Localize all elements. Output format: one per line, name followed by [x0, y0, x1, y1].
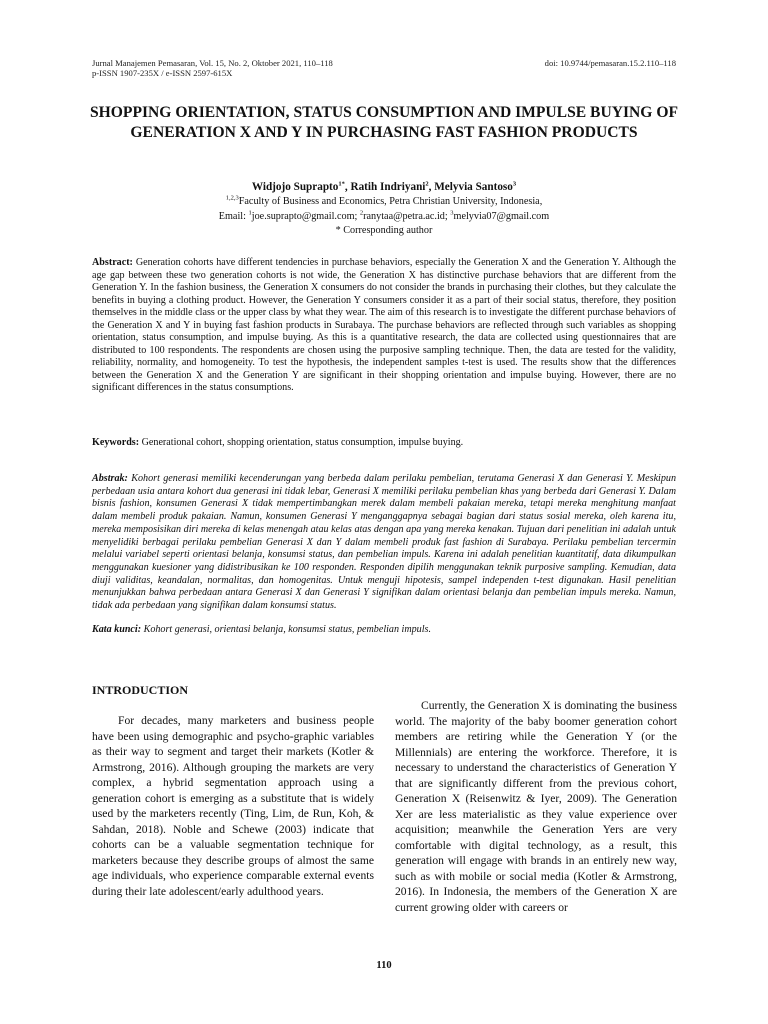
author-list: [80, 181, 688, 194]
intro-column-left: For decades, many marketers and business people have been using demographic and psycho-graphic variables as their way to segment and target their markets (Kotler & Armstrong, 2016). Although grouping the markets are very complex, a hybrid segmentation approach using a generation cohort is emerging as a substitute that is widely used by the marketers recently (Ting, Lim, de Run, Koh, & Sahdan, 2018). Noble and Schewe (2003) indicate that cohorts can be a valuable segmentation technique for marketers because they describe groups of almost the same age individuals, who experience comparable external events during their late adolescent/early adulthood years.: [92, 714, 374, 898]
journal-issn: p-ISSN 1907-235X / e-ISSN 2597-615X: [92, 68, 233, 78]
kata-kunci-label: Kata kunci:: [92, 624, 142, 635]
journal-citation: Jurnal Manajemen Pemasaran, Vol. 15, No. 2, Oktober 2021, 110–118: [92, 58, 333, 68]
email-address: joe.suprapto@gmail.com;: [251, 211, 360, 222]
author-name: Ratih Indriyani: [350, 181, 426, 193]
keywords-label: Keywords:: [92, 437, 140, 448]
section-heading-introduction: INTRODUCTION: [92, 683, 189, 697]
journal-header: [92, 58, 333, 78]
author-separator: ,: [344, 181, 351, 193]
kata-kunci-text: Kohort generasi, orientasi belanja, konsumsi status, pembelian impuls.: [141, 624, 431, 635]
email-marker: 1: [248, 209, 252, 217]
abstrak-label: Abstrak:: [92, 473, 128, 484]
email-marker: 2: [359, 209, 364, 217]
affiliation: [80, 196, 688, 208]
corresponding-author-note: * Corresponding author: [335, 225, 433, 236]
email-marker: 3: [450, 209, 454, 217]
keywords: [92, 437, 676, 450]
abstrak: [92, 473, 676, 613]
affiliation-marker: 1,2,3: [225, 194, 239, 202]
keywords-text: Generational cohort, shopping orientation, status consumption, impulse buying.: [139, 437, 464, 448]
affiliation-text: Faculty of Business and Economics, Petra Christian University, Indonesia,: [238, 196, 543, 207]
kata-kunci: [92, 624, 676, 637]
author-name: Melyvia Santoso: [434, 181, 513, 193]
email-address: ranytaa@petra.ac.id;: [363, 211, 451, 222]
author-name: Widjojo Suprapto: [251, 181, 339, 193]
email-address: melyvia07@gmail.com: [453, 211, 550, 222]
abstract: [92, 257, 676, 395]
doi: doi: 10.9744/pemasaran.15.2.110–118: [544, 58, 676, 68]
paper-title: SHOPPING ORIENTATION, STATUS CONSUMPTION AND IMPULSE BUYING OF GENERATION X AND Y IN PURCHASING FAST FASHION PRODUCTS: [89, 104, 678, 141]
abstrak-text: Kohort generasi memiliki kecenderungan yang berbeda dalam perilaku pembelian, terutama Generasi X dan Generasi Y. Meskipun perbedaan usia antara kohort dua generasi ini tidak lebar, Generasi X memiliki perilaku pembelian khas yang berbeda dari Generasi Y. Dalam bisnis fashion, konsumen Generasi X tidak mempertimbangkan merek dalam membeli pakaian mereka, tetapi mereka menghitung manfaat dalam membeli produk pakaian. Namun, konsumen Generasi Y menganggapnya sebagai bagian dari status sosial mereka, oleh karena itu, mereka memposisikan diri mereka di kelas menengah atau kelas atas dengan apa yang mereka kenakan. Tujuan dari penelitian ini adalah untuk menyelidiki berbagai perilaku pembelian Generasi X dan Y dalam membeli produk fast fashion di Surabaya. Perilaku pembelian tercermin melalui variabel seperti orientasi belanja, konsumsi status, dan pembelian impuls. Karena ini adalah penelitian kuantitatif, data dikumpulkan menggunakan kuesioner yang didistribusikan ke 100 responden. Responden dipilih menggunakan teknik purposive sampling. Kemudian, data diuji validitas, keandalan, normalitas, dan homogenitas. Untuk menguji hipotesis, sampel independen t-test digunakan. Hasil penelitian menunjukkan bahwa perbedaan antara Generasi X dan Generasi Y signifikan dalam orientasi belanja dan pembelian impuls mereka. Namun, tidak ada perbedaan yang signifikan dalam konsumsi status.: [92, 473, 676, 612]
email-line: [80, 211, 688, 223]
abstract-text: Generation cohorts have different tendencies in purchase behaviors, especially the Generation X and the Generation Y. Although the age gap between these two generation cohorts is not wide, the Generation X has distinctive purchase behaviors that are different from the Generation Y. In the fashion business, the Generation X consumers do not consider the brands in purchasing their clothes, but they calculate the benefits in buying a clothing product. However, the Generation Y consumers consider it as a part of their social status, therefore, they position themselves in the middle class or the upper class by what they wear. The aim of this research is to investigate the different purchase behaviors of the Generation X and Y in buying fast fashion products in Surabaya. The purchase behaviors are reflected through such variables as shopping orientation, status consumption, and impulse buying. As this is a quantitative research, the data are collected using questionnaires that are distributed to 100 respondents. The respondents are chosen using the purposive sampling technique. Then, the data are tested for the validity, reliability, normality, and homogeneity. To test the hypothesis, the independent samples t-test is used. The results show that the differences between the Generation X and the Generation Y are significant in their shopping orientation and impulse buying. However, there are no significant differences in the status consumptions.: [92, 257, 676, 393]
author-marker: 2: [425, 180, 429, 188]
abstract-label: Abstract:: [92, 257, 133, 268]
author-separator: ,: [428, 181, 435, 193]
email-label: Email:: [218, 211, 249, 222]
page-number: 110: [376, 960, 392, 971]
author-marker: 1*: [338, 180, 345, 188]
intro-column-right: Currently, the Generation X is dominating the business world. The majority of the baby boomer generation cohort members are retiring while the Generation Y (or the Millennials) are entering the workforce. Therefore, it is necessary to understand the characteristics of Generation Y that are significantly different from the previous cohort, Generation X (Reisenwitz & Iyer, 2009). The Generation Xer are less materialistic as they value experience over acquisition; meanwhile the Generation Yers are very comfortable with digital technology, as a result, this generation will engage with brands in an entirely new way, such as with mobile or social media (Kotler & Armstrong, 2016). In Indonesia, the members of the Generation X are current growing older with careers or: [395, 699, 677, 914]
author-marker: 3: [512, 180, 517, 188]
